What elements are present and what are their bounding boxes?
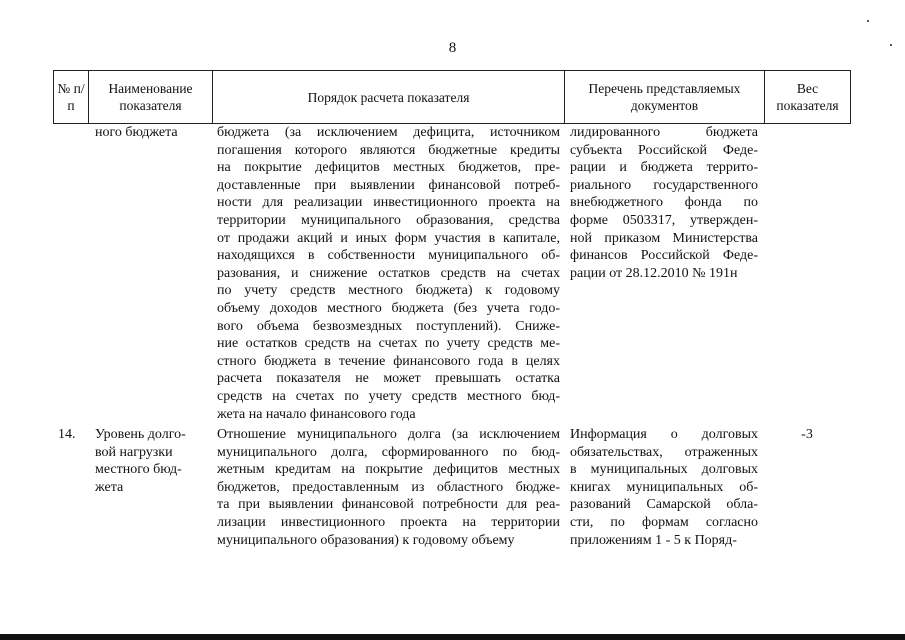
row14-method-line: лизации инвестиционного проекта на территории [217, 514, 560, 530]
cont-method-line: объему доходов местного бюджета (без учета годо- [217, 300, 560, 316]
cont-docs [570, 124, 758, 282]
row14-docs-line: в муниципальных долговых [570, 462, 758, 478]
table-header [53, 70, 851, 124]
row14-docs-line: обязательствах, отраженных [570, 444, 758, 460]
row14-name-line: вой нагрузки [95, 444, 173, 460]
header-weight: Вес показателя [765, 71, 851, 124]
cont-method-line: доставленные при выявлении финансовой потреб- [217, 177, 560, 193]
row14-name-line: Уровень долго- [95, 427, 186, 442]
cont-method-line: находящихся в собственности муниципального об- [217, 248, 560, 264]
cont-docs-line: риального государственного [570, 177, 758, 193]
scan-speck [890, 44, 892, 46]
cont-method-line: от продажи акций и иных форм участия в капитале, [217, 230, 560, 246]
row14-method-line: жетным кредитам на покрытие дефицитов местных [217, 462, 560, 478]
row14-num: 14. [58, 427, 76, 442]
row14-method-line: муниципального образования) к годовому объему [217, 532, 515, 548]
row14-method-line: бюджетов, предоставленным из областного бюдже- [217, 479, 560, 495]
row14-method-line: та при выявлении финансовой потребности для реа- [217, 497, 560, 513]
cont-method-line: стного бюджета в течение финансового года в целях [217, 353, 560, 369]
row14-docs-line: сти, по формам согласно [570, 514, 758, 530]
cont-method-line: на покрытие дефицитов местных бюджетов, пре- [217, 160, 560, 176]
cont-docs-line: субъекта Российской Феде- [570, 142, 758, 158]
row14-docs-line: книгах муниципальных об- [570, 479, 758, 495]
cont-method-line: ности для реализации инвестиционного проекта на [217, 195, 560, 211]
row14-name-line: местного бюд- [95, 462, 182, 478]
cont-name-line: ного бюджета [95, 125, 178, 140]
cont-docs-line: лидированного бюджета [570, 125, 758, 140]
cont-docs-line: ной приказом Министерства [570, 230, 758, 246]
header-num: № п/п [54, 71, 89, 124]
row14-docs-line: Информация о долговых [570, 427, 758, 442]
cont-method-line: погашения которого являются бюджетные кредиты [217, 142, 560, 158]
cont-method-line: ние остатков средств на счетах по учету средств ме- [217, 336, 560, 352]
cont-method-line: бюджета (за исключением дефицита, источником [217, 125, 560, 140]
row14-weight: -3 [801, 427, 813, 442]
row14-method-line: Отношение муниципального долга (за исключением [217, 427, 560, 442]
cont-docs-line: внебюджетного фонда по [570, 195, 758, 211]
row14-name [95, 426, 207, 496]
cont-docs-line: рации и бюджета террито- [570, 160, 758, 176]
header-method: Порядок расчета показателя [213, 71, 565, 124]
cont-method [217, 124, 560, 423]
cont-method-line: разования, и снижение остатков средств на счетах [217, 265, 560, 281]
cont-method-line: расчета показателя не может превышать остатка [217, 371, 560, 387]
row14-docs-line: приложениям 1 - 5 к Поряд- [570, 532, 737, 548]
row14-method [217, 426, 560, 549]
cont-method-line: вого объема безвозмездных поступлений). Сниже- [217, 318, 560, 334]
row14-method-line: муниципального долга, сформированного по бюд- [217, 444, 560, 460]
row14-docs-line: разований Самарской обла- [570, 497, 758, 513]
cont-docs-line: финансов Российской Феде- [570, 248, 758, 264]
page-number: 8 [448, 40, 457, 56]
scan-bottom-edge [0, 634, 905, 640]
cont-name [95, 124, 207, 142]
cont-method-line: территории муниципального образования, средства [217, 212, 560, 228]
cont-method-line: жета на начало финансового года [217, 406, 416, 422]
cont-method-line: средств на счетах по учету средств местного бюд- [217, 388, 560, 404]
cont-method-line: по учету средств местного бюджета) к годовому [217, 283, 560, 299]
header-name: Наименование показателя [89, 71, 213, 124]
scan-speck [867, 20, 869, 22]
row14-name-line: жета [95, 479, 124, 495]
row14-docs [570, 426, 758, 549]
header-docs: Перечень представляемых документов [565, 71, 765, 124]
cont-docs-line: форме 0503317, утвержден- [570, 212, 758, 228]
cont-docs-line: рации от 28.12.2010 № 191н [570, 265, 738, 281]
